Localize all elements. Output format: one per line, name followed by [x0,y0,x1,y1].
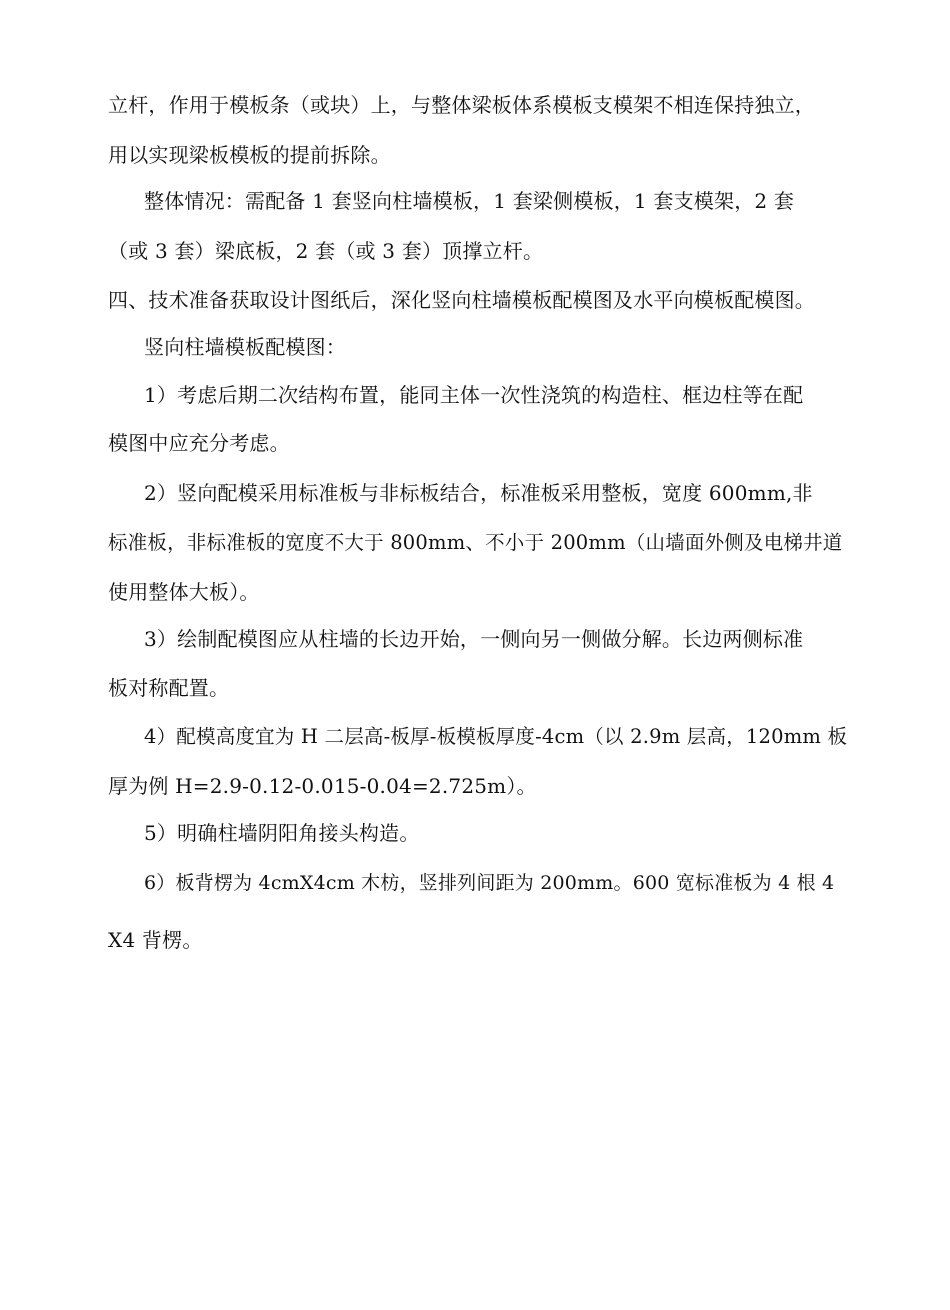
text-line: 模图中应充分考虑。 [108,431,290,455]
text-line: 2）竖向配模采用标准板与非标板结合，标准板采用整板，宽度 600mm,非 [144,481,813,505]
text-line: 5）明确柱墙阴阳角接头构造。 [144,821,420,845]
text-line: 用以实现梁板模板的提前拆除。 [108,143,391,167]
text-line: 1）考虑后期二次结构布置，能同主体一次性浇筑的构造柱、框边柱等在配 [144,383,804,407]
text-line: 整体情况：需配备 1 套竖向柱墙模板，1 套梁侧模板，1 套支模架，2 套 [144,189,795,213]
text-line: 3）绘制配模图应从柱墙的长边开始，一侧向另一侧做分解。长边两侧标准 [144,627,804,651]
text-line: 6）板背楞为 4cmX4cm 木枋，竖排列间距为 200mm。600 宽标准板为 4 根 4 [144,872,835,894]
text-line: 标准板，非标准板的宽度不大于 800mm、不小于 200mm（山墙面外侧及电梯井道 [108,531,843,554]
text-line: （或 3 套）梁底板，2 套（或 3 套）顶撑立杆。 [108,239,544,263]
text-line: 使用整体大板）。 [108,580,260,604]
text-line: 立杆，作用于模板条（或块）上，与整体梁板体系模板支模架不相连保持独立， [108,93,815,117]
subheading: 竖向柱墙模板配模图： [144,335,346,359]
section-heading: 四、技术准备获取设计图纸后，深化竖向柱墙模板配模图及水平向模板配模图。 [108,288,815,312]
text-line: 4）配模高度宜为 H 二层高-板厚-板模板厚度-4cm（以 2.9m 层高，120mm 板 [144,725,848,748]
text-line: X4 背楞。 [108,928,203,952]
text-line: 板对称配置。 [108,676,230,700]
text-line: 厚为例 H=2.9-0.12-0.015-0.04=2.725m）。 [108,774,537,798]
